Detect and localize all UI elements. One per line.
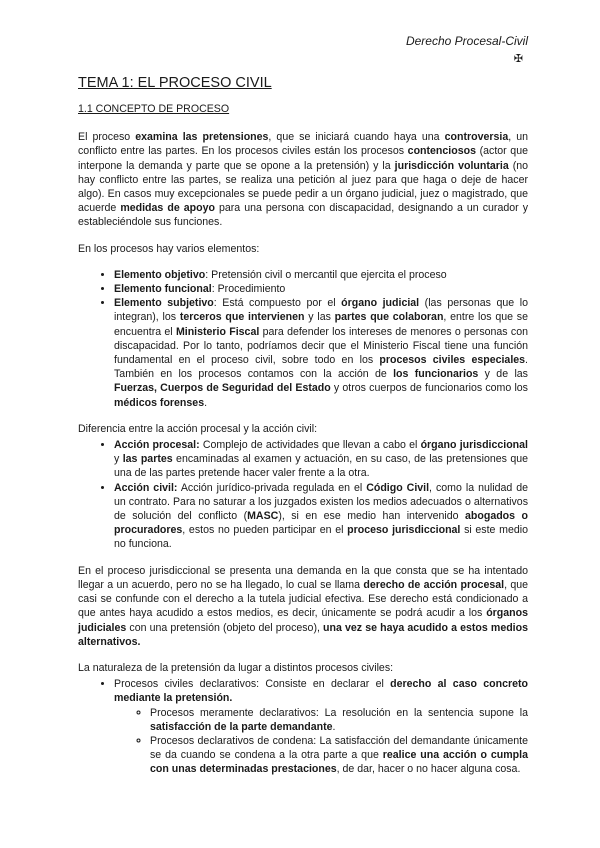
text-run: con una pretensión (objeto del proceso), (126, 621, 324, 634)
bold-text: Código Civil (366, 481, 430, 494)
paragraph-elements-intro: En los procesos hay varios elementos: (78, 242, 260, 255)
text-run: (actor que interpone la demanda y parte que se opone a la pretensión) y la (78, 145, 528, 172)
bold-text: Ministerio Fiscal (175, 325, 260, 338)
cross-symbol: ✠ (513, 53, 523, 65)
bold-text: procesos civiles especiales (379, 354, 526, 367)
list-item (114, 296, 528, 410)
page-title: TEMA 1: EL PROCESO CIVIL (78, 75, 272, 91)
text-run: ), si en ese medio han intervenido (278, 510, 466, 523)
paragraph-difference-intro: Diferencia entre la acción procesal y la acción civil: (78, 422, 318, 435)
text-run: Procesos declarativos de condena: La satisfacción del demandante únicamente se da cuando se condena a la otra parte a que (150, 734, 528, 762)
text-run: El proceso (78, 131, 136, 144)
bold-text: Elemento subjetivo (114, 297, 214, 310)
text-run: , que se iniciará cuando haya una (268, 131, 445, 144)
list-item (114, 481, 528, 552)
bold-text: Fuerzas, Cuerpos de Seguridad del Estado (114, 382, 331, 395)
processes-sublist (114, 706, 528, 777)
text-run: , que casi se confunde con el derecho a la tutela judicial efectiva. Ese derecho está condicionado a que antes haya acudido a estos medios, es decir, únicamente se podrá acudir a los (78, 578, 529, 620)
text-run: y de las (478, 368, 528, 381)
list-item (114, 282, 528, 296)
bold-text: órganos judiciales (78, 607, 528, 634)
text-run: : Pretensión civil o mercantil que ejercita el proceso (205, 268, 447, 281)
text-run: , un conflicto entre las partes. En los procesos civiles están los procesos (78, 131, 529, 158)
text-run: . (204, 396, 208, 409)
actions-list (78, 438, 528, 552)
bold-text: examina las pretensiones (135, 131, 269, 144)
bold-text: abogados o procuradores (114, 510, 528, 537)
text-run: Procesos meramente declarativos: La resolución en la sentencia supone la (150, 706, 528, 719)
bold-text: las partes (122, 453, 173, 466)
text-run: para una persona con discapacidad, designando a un curador y estableciéndole sus funciones. (78, 202, 528, 229)
section-heading: 1.1 CONCEPTO DE PROCESO (78, 103, 230, 115)
text-run: . (332, 720, 336, 733)
text-run: . También en los procesos contamos con la acción de (114, 354, 528, 381)
bold-text: realice una acción o cumpla con unas determinadas prestaciones (150, 749, 528, 776)
elements-list (78, 268, 528, 410)
process-main (114, 678, 528, 704)
bold-text: órgano judicial (341, 297, 420, 310)
bold-text: Acción procesal: (114, 439, 200, 452)
bold-text: jurisdicción voluntaria (394, 159, 509, 172)
bold-text: terceros que intervienen (179, 311, 305, 324)
bold-text: Elemento objetivo (114, 268, 206, 281)
paragraph-jurisdictional (78, 564, 528, 649)
text-run: , estos no pueden participar en el (182, 524, 348, 537)
list-item (114, 677, 528, 776)
bold-text: los funcionarios (393, 368, 479, 381)
bold-text: MASC (247, 510, 279, 523)
text-run: : Procedimiento (211, 283, 286, 296)
text-run: encaminadas al examen y actuación, en su caso, de las pretensiones que una de las partes pretende hacer valer frente a la otra. (114, 453, 528, 480)
text-run: , entre los que se encuentra el (114, 311, 528, 338)
list-item (114, 268, 528, 282)
bold-text: Acción civil: (114, 481, 178, 494)
bold-text: contenciosos (407, 145, 476, 158)
bold-text: derecho al caso concreto mediante la pretensión. (114, 678, 528, 705)
text-run: (las personas que lo integran), los (114, 297, 528, 324)
bold-text: Elemento funcional (114, 283, 212, 296)
bold-text: controversia (444, 131, 509, 144)
text-run: Procesos civiles declarativos: Consiste en declarar el (114, 678, 391, 691)
document-body (78, 74, 528, 789)
processes-list (78, 677, 528, 776)
text-run: , como la nulidad de un contrato. Para no saturar a los juzgados existen los medios adecuados o alternativos de solución del conflicto ( (114, 481, 528, 523)
text-run: y las (304, 311, 335, 324)
text-run: , de dar, hacer o no hacer alguna cosa. (336, 763, 521, 776)
text-run: y otros cuerpos de funcionarios como los (330, 382, 528, 395)
list-item (150, 734, 528, 777)
text-run: (no hay conflicto entre las partes, se realiza una petición al juez para que haga o deje de hacer algo). En casos muy excepcionales se puede pedir a un órgano judicial, juez o magistrado, que acuerde (78, 159, 528, 215)
text-run: si este medio no funciona. (114, 524, 528, 551)
list-item (114, 438, 528, 481)
list-item (150, 706, 528, 734)
bold-text: médicos forenses (114, 396, 205, 409)
text-run: En el proceso jurisdiccional se presenta una demanda en la que consta que se ha intentado llegar a un acuerdo, pero no se ha llegado, lo cual se llama (78, 564, 528, 591)
bold-text: proceso jurisdiccional (347, 524, 461, 537)
bold-text: partes que colaboran (334, 311, 444, 324)
bold-text: medidas de apoyo (120, 202, 215, 215)
text-run: y (114, 453, 123, 466)
bold-text: satisfacción de la parte demandante (150, 720, 333, 733)
paragraph-concept (78, 130, 528, 229)
text-run: Complejo de actividades que llevan a cabo el (199, 439, 421, 452)
bold-text: órgano jurisdiccional (420, 439, 528, 452)
bold-text: derecho de acción procesal (363, 578, 505, 591)
text-run: Acción jurídico-privada regulada en el (177, 481, 367, 494)
text-run: para defender los intereses de menores o personas con discapacidad. Por lo tanto, podríamos decir que el Ministerio Fiscal tiene una función fundamental en el proceso civil, sobre todo en los (114, 325, 528, 367)
paragraph-nature-intro: La naturaleza de la pretensión da lugar a distintos procesos civiles: (78, 661, 394, 674)
bold-text: una vez se haya acudido a estos medios alternativos. (78, 621, 528, 648)
text-run: : Está compuesto por el (213, 297, 342, 310)
header-subject: Derecho Procesal-Civil (405, 34, 528, 48)
